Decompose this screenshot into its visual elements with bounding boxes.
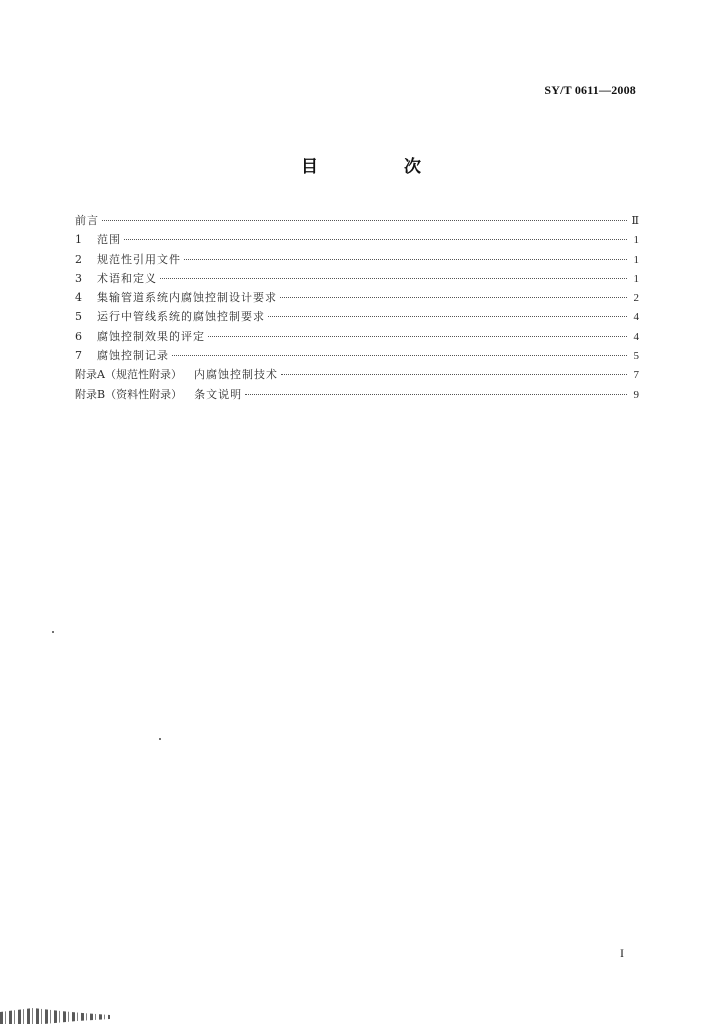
toc-dot-leader: [184, 259, 627, 260]
toc-entry-number: 7: [75, 349, 82, 363]
table-of-contents: [75, 211, 639, 404]
toc-entry-5[interactable]: [75, 307, 639, 326]
toc-entry-label: 内腐蚀控制技术: [193, 368, 278, 382]
toc-entry-7[interactable]: [75, 346, 639, 365]
toc-entry-4[interactable]: [75, 288, 639, 307]
toc-entry-page: 4: [633, 330, 639, 343]
toc-entry-page: 7: [633, 369, 639, 382]
toc-entry-page: 4: [633, 311, 639, 324]
toc-entry-number: 4: [75, 291, 82, 305]
toc-dot-leader: [280, 297, 627, 298]
toc-entry-3[interactable]: [75, 269, 639, 288]
page-number: I: [620, 946, 624, 960]
scan-speck: [52, 631, 54, 633]
toc-dot-leader: [245, 394, 627, 395]
toc-entry-6[interactable]: [75, 327, 639, 346]
toc-dot-leader: [102, 220, 627, 221]
toc-entry-page: 1: [633, 272, 639, 285]
toc-entry-label: 腐蚀控制效果的评定: [97, 329, 205, 343]
toc-dot-leader: [268, 316, 627, 317]
toc-entry-number: 3: [75, 271, 82, 285]
toc-entry-page: 9: [633, 388, 639, 401]
toc-dot-leader: [281, 374, 627, 375]
toc-entry-1[interactable]: [75, 230, 639, 249]
toc-dot-leader: [172, 355, 627, 356]
toc-entry-page: Ⅱ: [631, 215, 639, 227]
toc-entry-label: 腐蚀控制记录: [97, 349, 169, 363]
standard-code: SY/T 0611—2008: [544, 83, 636, 97]
toc-entry-number: 2: [75, 252, 82, 266]
toc-entry-label: 范围: [97, 233, 121, 247]
toc-entry-appendix-a[interactable]: [75, 365, 639, 384]
toc-dot-leader: [160, 278, 627, 279]
toc-entry-appendix-b[interactable]: [75, 385, 639, 404]
scan-artifact: [0, 1004, 110, 1024]
toc-entry-label: 运行中管线系统的腐蚀控制要求: [97, 310, 265, 324]
toc-dot-leader: [124, 239, 627, 240]
toc-entry-page: 5: [633, 350, 639, 363]
toc-appendix-number: 附录B（资料性附录）: [75, 387, 183, 401]
toc-entry-label: 集输管道系统内腐蚀控制设计要求: [97, 291, 277, 305]
toc-entry-number: 1: [75, 233, 82, 247]
toc-entry-label: 条文说明: [194, 387, 243, 401]
toc-dot-leader: [208, 336, 627, 337]
toc-entry-label: 规范性引用文件: [97, 252, 181, 266]
toc-entry-page: 1: [633, 234, 639, 247]
toc-entry-number: 5: [75, 310, 82, 324]
toc-entry-number: 6: [75, 329, 82, 343]
toc-entry-label: 前言: [75, 214, 99, 227]
toc-appendix-number: 附录A（规范性附录）: [75, 368, 182, 382]
toc-entry-2[interactable]: [75, 250, 639, 269]
toc-entry-page: 1: [633, 253, 639, 266]
toc-entry-label: 术语和定义: [97, 271, 157, 285]
toc-entry-page: 2: [633, 292, 639, 305]
toc-title: 目 次: [301, 157, 461, 177]
scan-speck: [159, 738, 161, 740]
toc-entry-foreword[interactable]: [75, 211, 639, 230]
